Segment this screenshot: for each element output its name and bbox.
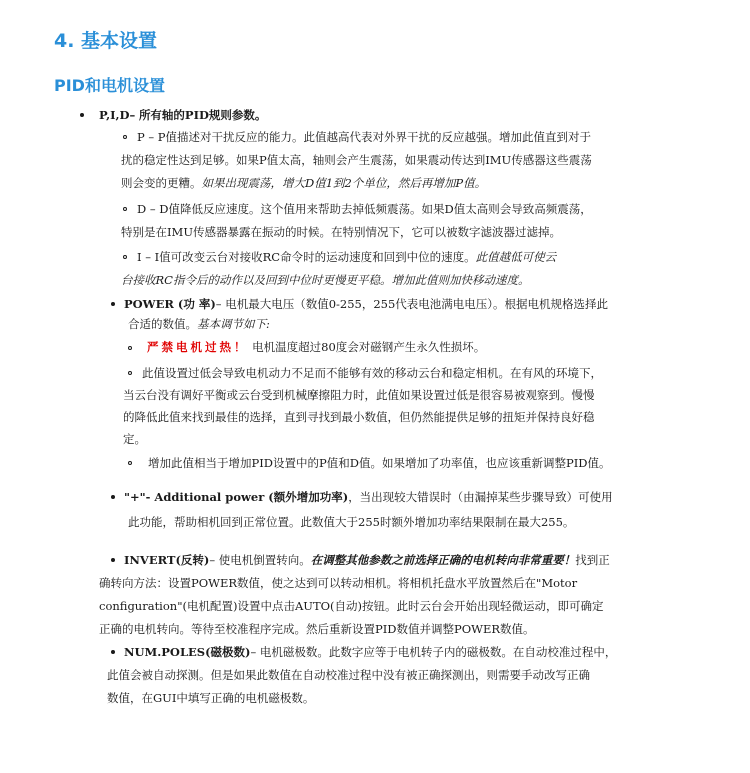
- subsection-heading: PID和电机设置: [54, 76, 165, 95]
- power-line-2: [128, 313, 270, 335]
- bullet-power: [111, 302, 115, 306]
- sub-bullet-increase: [128, 461, 132, 465]
- invert-line-1-tail: 找到正: [575, 553, 610, 567]
- numpoles-line-2: 此值会被自动探测。但是如果此数值在自动校准过程中没有被正确探测出，则需要手动改写正确: [107, 668, 590, 682]
- p-line-2: 扰的稳定性达到足够。如果P值太高，轴则会产生震荡，如果震动传达到IMU传感器这些震荡: [121, 153, 592, 167]
- invert-line-1-italic: 在调整其他参数之前选择正确的电机转向非常重要！: [310, 553, 576, 567]
- additional-line-1: [124, 486, 613, 508]
- invert-line-1: [124, 549, 610, 571]
- sub-bullet-low: [128, 371, 132, 375]
- warning-label: 严禁电机过热！: [147, 340, 249, 354]
- p-line-3: [121, 172, 486, 194]
- pid-item: [99, 104, 266, 126]
- bullet-pid: [80, 113, 84, 117]
- power-line-1-text: – 电机最大电压（数值0-255，255代表电池满电电压）。根据电机规格选择此: [215, 297, 609, 311]
- i-line-1: [137, 246, 556, 268]
- pid-desc: 所有轴的PID规则参数。: [138, 108, 267, 122]
- numpoles-label: NUM.POLES(磁极数): [124, 645, 251, 659]
- i-line-2: 台接收RC指令后的动作以及回到中位时更慢更平稳。增加此值则加快移动速度。: [121, 273, 530, 287]
- numpoles-line-1-text: – 电机磁极数。此数字应等于电机转子内的磁极数。在自动校准过程中，: [250, 645, 617, 659]
- additional-label: "+"- Additional power (额外增加功率): [124, 490, 349, 504]
- low-line-1: 此值设置过低会导致电机动力不足而不能够有效的移动云台和稳定相机。在有风的环境下，: [142, 366, 602, 380]
- bullet-numpoles: [111, 650, 115, 654]
- bullet-invert: [111, 558, 115, 562]
- additional-line-2: 此功能，帮助相机回到正常位置。此数值大于255时额外增加功率结果限制在最大255。: [128, 515, 575, 529]
- sub-bullet-d: [123, 207, 127, 211]
- i-line-1-normal: I – I值可改变云台对接收RC命令时的运动速度和回到中位的速度。: [137, 250, 476, 264]
- numpoles-line-1: [124, 641, 616, 663]
- power-label: POWER (功 率): [124, 297, 216, 311]
- warning-line: [147, 336, 485, 358]
- power-line-2-italic: 基本调节如下:: [197, 317, 270, 331]
- invert-line-1-normal: – 使电机倒置转向。: [209, 553, 311, 567]
- bullet-additional: [111, 495, 115, 499]
- power-line-1: [124, 293, 608, 315]
- additional-line-1-text: ，当出现较大错误时（由漏掉某些步骤导致）可使用: [348, 490, 613, 504]
- invert-line-3: configuration"(电机配置)设置中点击AUTO(自动)按钮。此时云台会开始出现轻微运动，即可确定: [99, 599, 604, 613]
- invert-label: INVERT(反转): [124, 553, 210, 567]
- numpoles-line-3: 数值，在GUI中填写正确的电机磁极数。: [107, 691, 315, 705]
- d-line-2: 特别是在IMU传感器暴露在振动的时候。在特别情况下，它可以被数字滤波器过滤掉。: [121, 225, 562, 239]
- low-line-3: 的降低此值来找到最佳的选择，直到寻找到最小数值，但仍然能提供足够的扭矩并保持良好稳: [123, 410, 595, 424]
- i-line-1-italic: 此值越低可使云: [475, 250, 557, 264]
- power-line-2-normal: 合适的数值。: [128, 317, 197, 331]
- invert-line-4: 正确的电机转向。等待至校准程序完成。然后重新设置PID数值并调整POWER数值。: [99, 622, 535, 636]
- p-line-3-normal: 则会变的更糟。: [121, 176, 202, 190]
- sub-bullet-p: [123, 135, 127, 139]
- p-line-3-italic: 如果出现震荡，增大D值1到2个单位，然后再增加P值。: [201, 176, 487, 190]
- p-line-1: P – P值描述对干扰反应的能力。此值越高代表对外界干扰的反应越强。增加此值直到对于: [137, 130, 592, 144]
- sub-bullet-warning: [128, 346, 132, 350]
- warning-text: 电机温度超过80度会对磁钢产生永久性损坏。: [252, 340, 486, 354]
- sub-bullet-i: [123, 255, 127, 259]
- d-line-1: D – D值降低反应速度。这个值用来帮助去掉低频震荡。如果D值太高则会导致高频震荡，: [137, 202, 592, 216]
- increase-line: 增加此值相当于增加PID设置中的P值和D值。如果增加了功率值，也应该重新调整PID值。: [148, 456, 611, 470]
- invert-line-2: 确转向方法：设置POWER数值，使之达到可以转动相机。将相机托盘水平放置然后在"Motor: [99, 576, 578, 590]
- pid-label: P,I,D–: [99, 108, 136, 122]
- section-heading: 4. 基本设置: [54, 30, 158, 52]
- low-line-4: 定。: [123, 432, 146, 446]
- low-line-2: 当云台没有调好平衡或云台受到机械摩擦阻力时，此值如果设置过低是很容易被观察到。慢慢: [123, 388, 595, 402]
